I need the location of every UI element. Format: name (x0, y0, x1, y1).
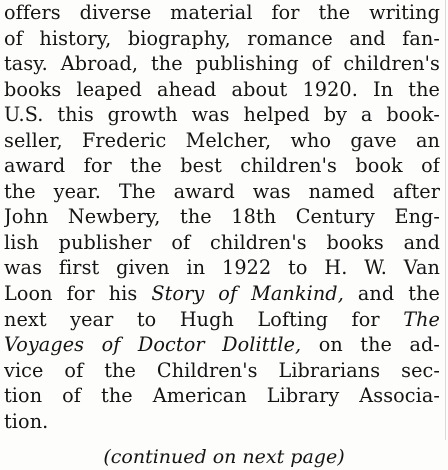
text-line (4, 255, 440, 281)
text-line (4, 358, 440, 384)
text-line (4, 179, 440, 205)
text-line (4, 153, 440, 179)
line-text: lish publisher of children's books and (4, 230, 440, 254)
line-text: and the (343, 282, 440, 306)
continued-note: (continued on next page) (103, 446, 345, 468)
text-line (4, 102, 440, 128)
text-line (4, 230, 440, 256)
text-line (4, 77, 440, 103)
line-text: vice of the Children's Librarians sec- (4, 358, 440, 382)
line-text: was first given in 1922 to H. W. Van (4, 256, 440, 280)
italic-title-text: The (403, 307, 440, 331)
line-text: tasy. Abroad, the publishing of children's (4, 52, 440, 76)
text-line (4, 26, 440, 52)
line-text: on the ad- (301, 333, 440, 357)
text-line (4, 204, 440, 230)
article-body (4, 0, 440, 434)
line-text: seller, Frederic Melcher, who gave an (4, 128, 440, 152)
text-line (4, 383, 440, 409)
italic-title-text: Story of Mankind, (151, 282, 344, 306)
italic-title-text: Voyages of Doctor Dolittle, (4, 333, 302, 357)
text-line (4, 332, 440, 358)
text-line (4, 409, 440, 435)
line-text: offers diverse material for the writing (4, 1, 440, 24)
text-line (4, 281, 440, 307)
text-line (4, 51, 440, 77)
column-edge (445, 0, 446, 440)
text-line (4, 307, 440, 333)
line-text: of history, biography, romance and fan- (4, 26, 440, 50)
line-text: tion. (4, 409, 49, 433)
line-text: John Newbery, the 18th Century Eng- (4, 205, 440, 229)
line-text: Loon for his (4, 282, 152, 306)
line-text: tion of the American Library Associa- (4, 384, 440, 408)
line-text: books leaped ahead about 1920. In the (4, 77, 440, 101)
line-text: award for the best children's book of (4, 154, 440, 178)
line-text: U.S. this growth was helped by a book- (4, 103, 440, 127)
text-line (4, 0, 440, 26)
line-text: the year. The award was named after (4, 179, 440, 203)
text-line (4, 128, 440, 154)
line-text: next year to Hugh Lofting for (4, 307, 404, 331)
